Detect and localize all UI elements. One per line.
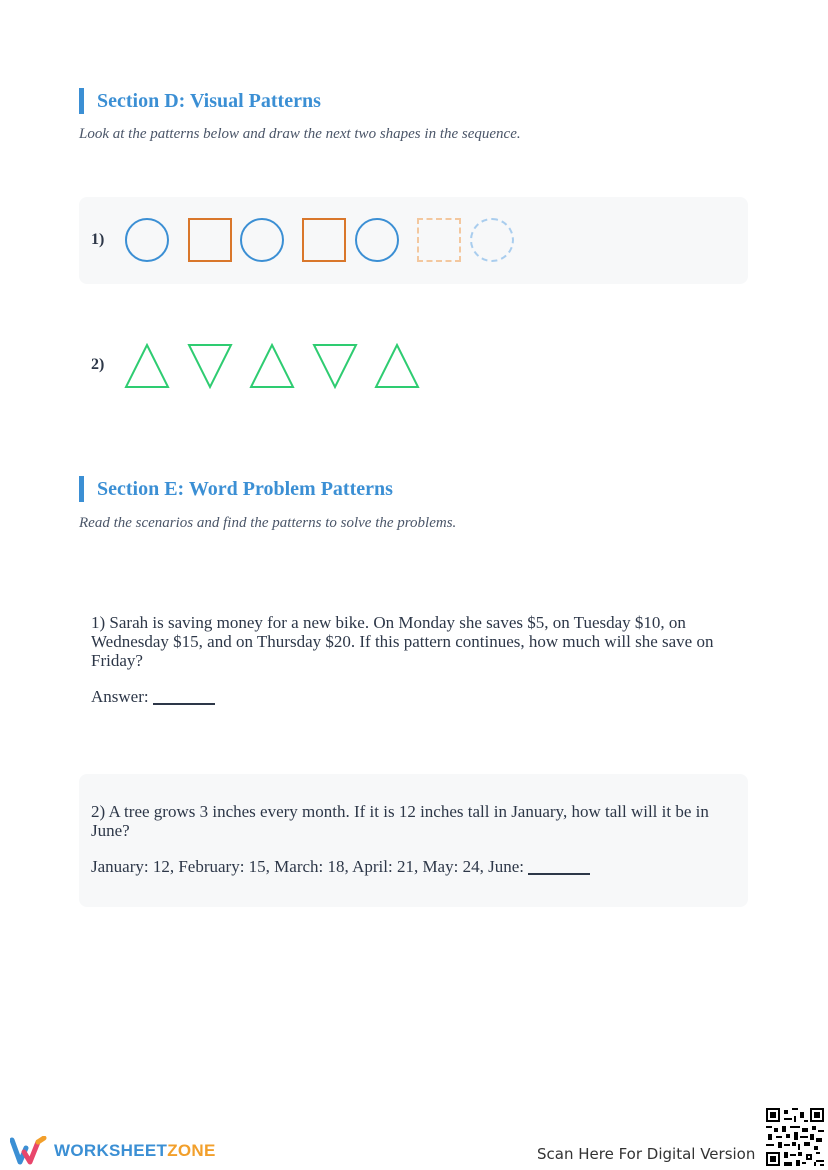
answer-blank[interactable] — [153, 689, 215, 705]
logo-mark-icon — [10, 1136, 48, 1166]
pattern-1-panel — [79, 197, 748, 284]
problem-2-text: 2) A tree grows 3 inches every month. If it is 12 inches tall in January, how tall will it be in June? — [91, 802, 709, 840]
triangle-up-shape — [249, 343, 295, 389]
scan-text: Scan Here For Digital Version — [537, 1145, 756, 1163]
triangle-up-shape — [374, 343, 420, 389]
ghost-circle-shape — [470, 218, 514, 262]
triangle-down-shape — [312, 343, 358, 389]
circle-shape — [240, 218, 284, 262]
circle-shape — [355, 218, 399, 262]
section-e-title: Section E: Word Problem Patterns — [79, 476, 393, 502]
problem-2-answer-row — [91, 857, 721, 876]
answer-label: January: 12, February: 15, March: 18, April: 21, May: 24, June: — [91, 857, 524, 876]
section-d-title: Section D: Visual Patterns — [79, 88, 321, 114]
qr-code-icon[interactable] — [766, 1108, 824, 1166]
triangle-down-shape — [187, 343, 233, 389]
problem-1-text: 1) Sarah is saving money for a new bike. On Monday she saves $5, on Tuesday $10, on Wednesday $15, and on Thursday $20. If this pattern continues, how much will she save on Friday? — [91, 613, 714, 670]
problem-2-panel — [79, 774, 748, 907]
pattern-1-number: 1) — [91, 231, 105, 248]
problem-1-answer-row — [91, 687, 721, 706]
circle-shape — [125, 218, 169, 262]
section-e-instruction: Read the scenarios and find the patterns to solve the problems. — [79, 515, 457, 531]
logo-text-worksheet: WORKSHEET — [54, 1141, 168, 1160]
triangle-up-shape — [124, 343, 170, 389]
ghost-square-shape — [417, 218, 461, 262]
section-d-instruction: Look at the patterns below and draw the next two shapes in the sequence. — [79, 126, 521, 142]
pattern-2-number: 2) — [91, 356, 105, 373]
square-shape — [188, 218, 232, 262]
answer-blank[interactable] — [528, 859, 590, 875]
logo-text-zone: ZONE — [167, 1141, 216, 1160]
worksheetzone-logo — [10, 1136, 216, 1166]
square-shape — [302, 218, 346, 262]
answer-label: Answer: — [91, 687, 149, 706]
